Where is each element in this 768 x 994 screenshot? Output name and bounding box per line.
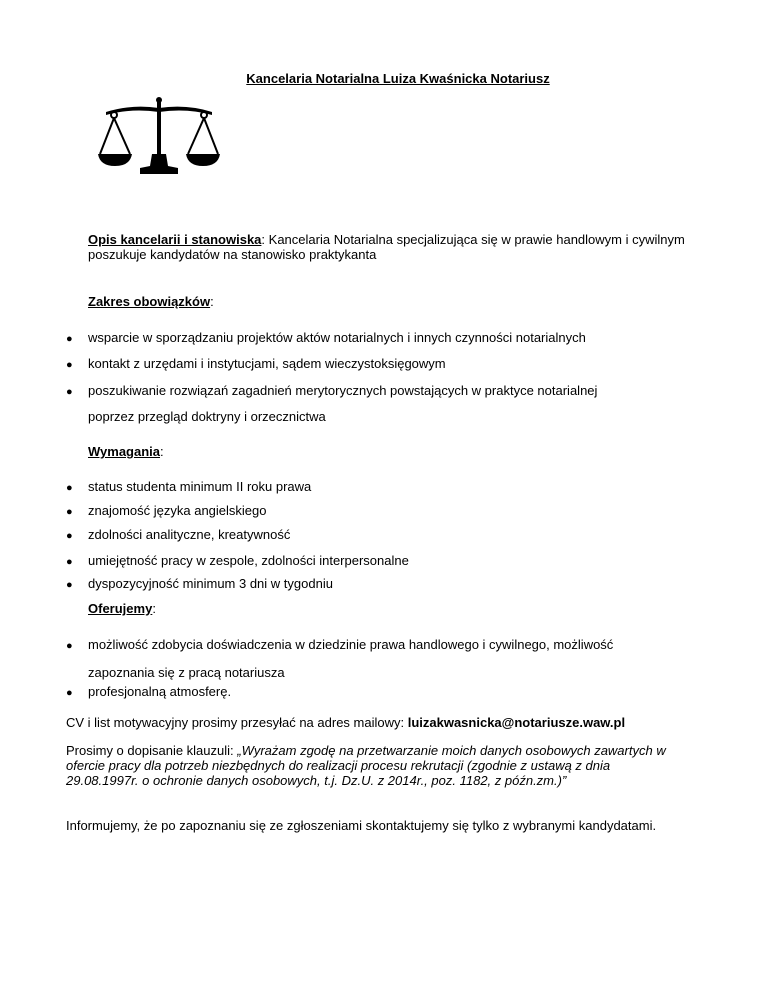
description-paragraph: [88, 232, 688, 262]
requirement-text: znajomość języka angielskiego: [88, 503, 267, 518]
closing-paragraph: Informujemy, że po zapoznaniu się ze zgłoszeniami skontaktujemy się tylko z wybranymi kandydatami.: [66, 818, 657, 833]
offer-heading-line: [88, 601, 156, 616]
bullet-icon: ●: [66, 556, 73, 568]
duty-text: kontakt z urzędami i instytucjami, sądem wieczystoksięgowym: [88, 356, 446, 371]
duty-text: wsparcie w sporządzaniu projektów aktów notarialnych i innych czynności notarialnych: [88, 330, 586, 345]
bullet-icon: ●: [66, 506, 73, 518]
bullet-icon: ●: [66, 359, 73, 371]
page-title: Kancelaria Notarialna Luiza Kwaśnicka Notariusz: [246, 71, 550, 86]
requirements-heading: Wymagania: [88, 444, 161, 459]
list-item: [66, 503, 266, 518]
bullet-icon: ●: [66, 687, 73, 699]
list-item: [66, 576, 333, 591]
list-item: [66, 479, 311, 494]
bullet-icon: ●: [66, 579, 73, 591]
bullet-icon: ●: [66, 482, 73, 494]
clause-paragraph: [66, 743, 676, 788]
list-item: [66, 330, 586, 345]
requirement-text: umiejętność pracy w zespole, zdolności interpersonalne: [88, 553, 409, 568]
email-address: luizakwasnicka@notariusze.waw.pl: [407, 715, 626, 730]
scales-of-justice-icon: [96, 96, 222, 176]
offer-heading: Oferujemy: [88, 601, 153, 616]
list-item: [66, 637, 613, 652]
offer-continuation: zapoznania się z pracą notariusza: [88, 665, 285, 680]
contact-line: [66, 715, 726, 730]
duties-colon: :: [210, 294, 214, 309]
list-item: [66, 553, 409, 568]
duty-continuation: poprzez przegląd doktryny i orzecznictwa: [88, 409, 326, 424]
clause-intro: Prosimy o dopisanie klauzuli:: [66, 743, 238, 758]
duties-heading: Zakres obowiązków: [88, 294, 211, 309]
bullet-icon: ●: [66, 386, 73, 398]
description-text: Kancelaria Notarialna specjalizująca się w prawie handlowym i cywilnym poszukuje kandydatów na stanowisko praktykanta: [88, 232, 685, 262]
description-colon: :: [261, 232, 266, 247]
requirement-text: dyspozycyjność minimum 3 dni w tygodniu: [88, 576, 333, 591]
requirement-text: status studenta minimum II roku prawa: [88, 479, 312, 494]
offer-text: możliwość zdobycia doświadczenia w dziedzinie prawa handlowego i cywilnego, możliwość: [88, 637, 614, 652]
list-item: [66, 356, 446, 371]
offer-colon: :: [152, 601, 156, 616]
duties-heading-line: [88, 294, 214, 309]
duty-text: poszukiwanie rozwiązań zagadnień merytorycznych powstających w praktyce notarialnej: [88, 383, 598, 398]
clause-quote: „Wyrażam zgodę na przetwarzanie moich danych osobowych zawartych w ofercie pracy dla potrzeb niezbędnych do realizacji procesu rekrutacji (zgodnie z ustawą z dnia 29.08.1997r. o ochronie danych osobowych, t.j. Dz.U. z 2014r., poz. 1182, z późn.zm.)”: [66, 743, 666, 788]
offer-text: profesjonalną atmosferę.: [88, 684, 232, 699]
requirement-text: zdolności analityczne, kreatywność: [88, 527, 291, 542]
bullet-icon: ●: [66, 333, 73, 345]
description-heading: Opis kancelarii i stanowiska: [88, 232, 262, 247]
list-item: [66, 684, 231, 699]
requirements-colon: :: [160, 444, 164, 459]
list-item: [66, 527, 290, 542]
requirements-heading-line: [88, 444, 164, 459]
bullet-icon: ●: [66, 640, 73, 652]
contact-text: CV i list motywacyjny prosimy przesyłać na adres mailowy:: [66, 715, 408, 730]
list-item: [66, 383, 597, 398]
bullet-icon: ●: [66, 530, 73, 542]
